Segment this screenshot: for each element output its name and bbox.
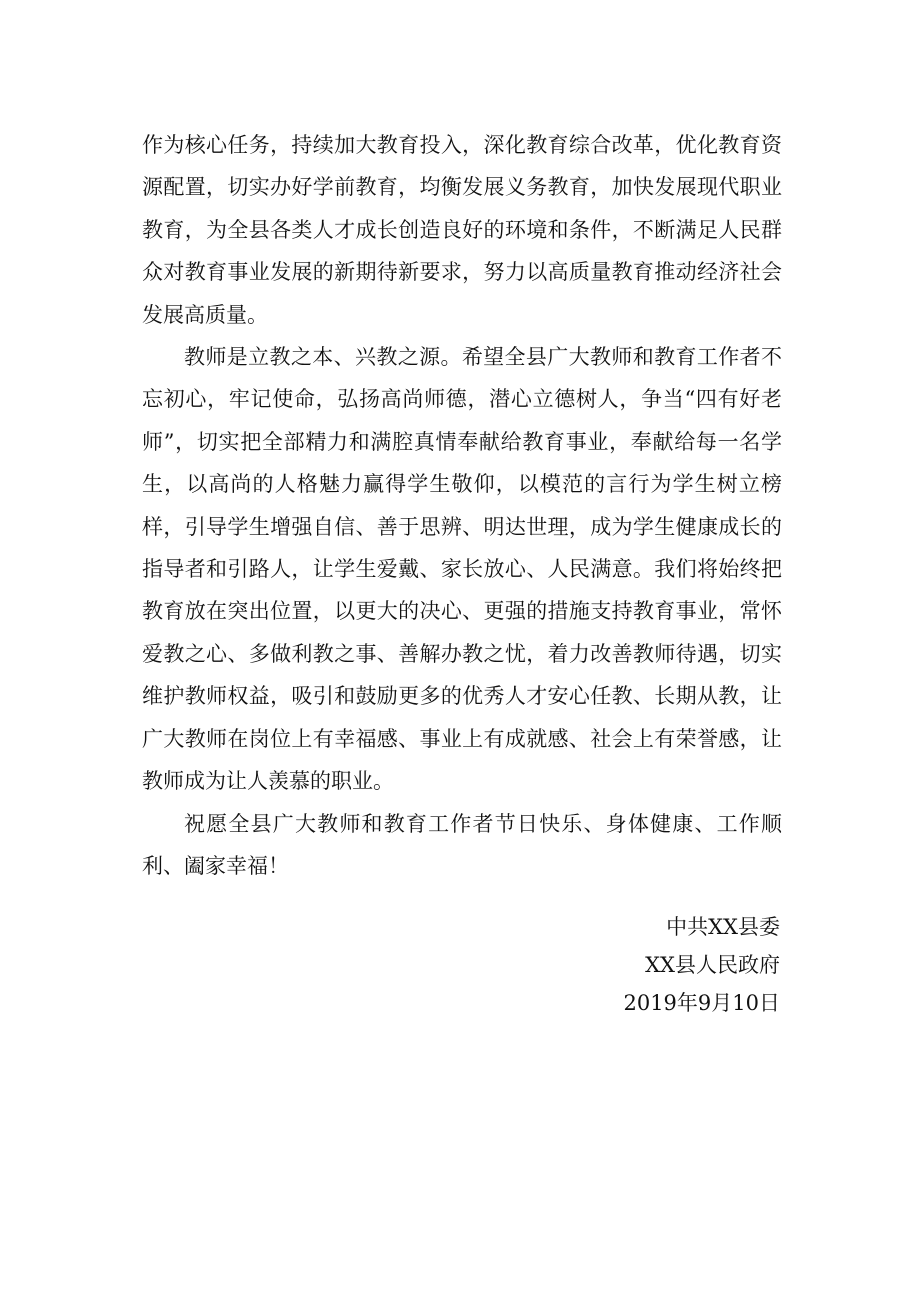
paragraph-teachers: 教师是立教之本、兴教之源。希望全县广大教师和教育工作者不忘初心，牢记使命，弘扬高尚师德，潜心立德树人，争当“四有好老师”，切实把全部精力和满腔真情奉献给教育事业，奉献给每一名学生，以高尚的人格魅力赢得学生敬仰，以模范的言行为学生树立榜样，引导学生增强自信、善于思辨、明达世理，成为学生健康成长的指导者和引路人，让学生爱戴、家长放心、人民满意。我们将始终把教育放在突出位置，以更大的决心、更强的措施支持教育事业，常怀爱教之心、多做利教之事、善解办教之忧，着力改善教师待遇，切实维护教师权益，吸引和鼓励更多的优秀人才安心任教、长期从教，让广大教师在岗位上有幸福感、事业上有成就感、社会上有荣誉感，让教师成为让人羡慕的职业。 bbox=[142, 345, 782, 794]
letter-body bbox=[142, 124, 782, 887]
paragraph-wishes: 祝愿全县广大教师和教育工作者节日快乐、身体健康、工作顺利、阖家幸福！ bbox=[142, 811, 782, 878]
paragraph-continuation: 作为核心任务，持续加大教育投入，深化教育综合改革，优化教育资源配置，切实办好学前教育，均衡发展义务教育，加快发展现代职业教育，为全县各类人才成长创造良好的环境和条件，不断满足人民群众对教育事业发展的新期待新要求，努力以高质量教育推动经济社会发展高质量。 bbox=[142, 133, 782, 327]
signature-county-committee: 中共XX县委 bbox=[666, 915, 780, 939]
signature-block bbox=[623, 908, 780, 1022]
signature-county-government: XX县人民政府 bbox=[645, 953, 780, 977]
signature-date: 2019年9月10日 bbox=[623, 991, 780, 1015]
